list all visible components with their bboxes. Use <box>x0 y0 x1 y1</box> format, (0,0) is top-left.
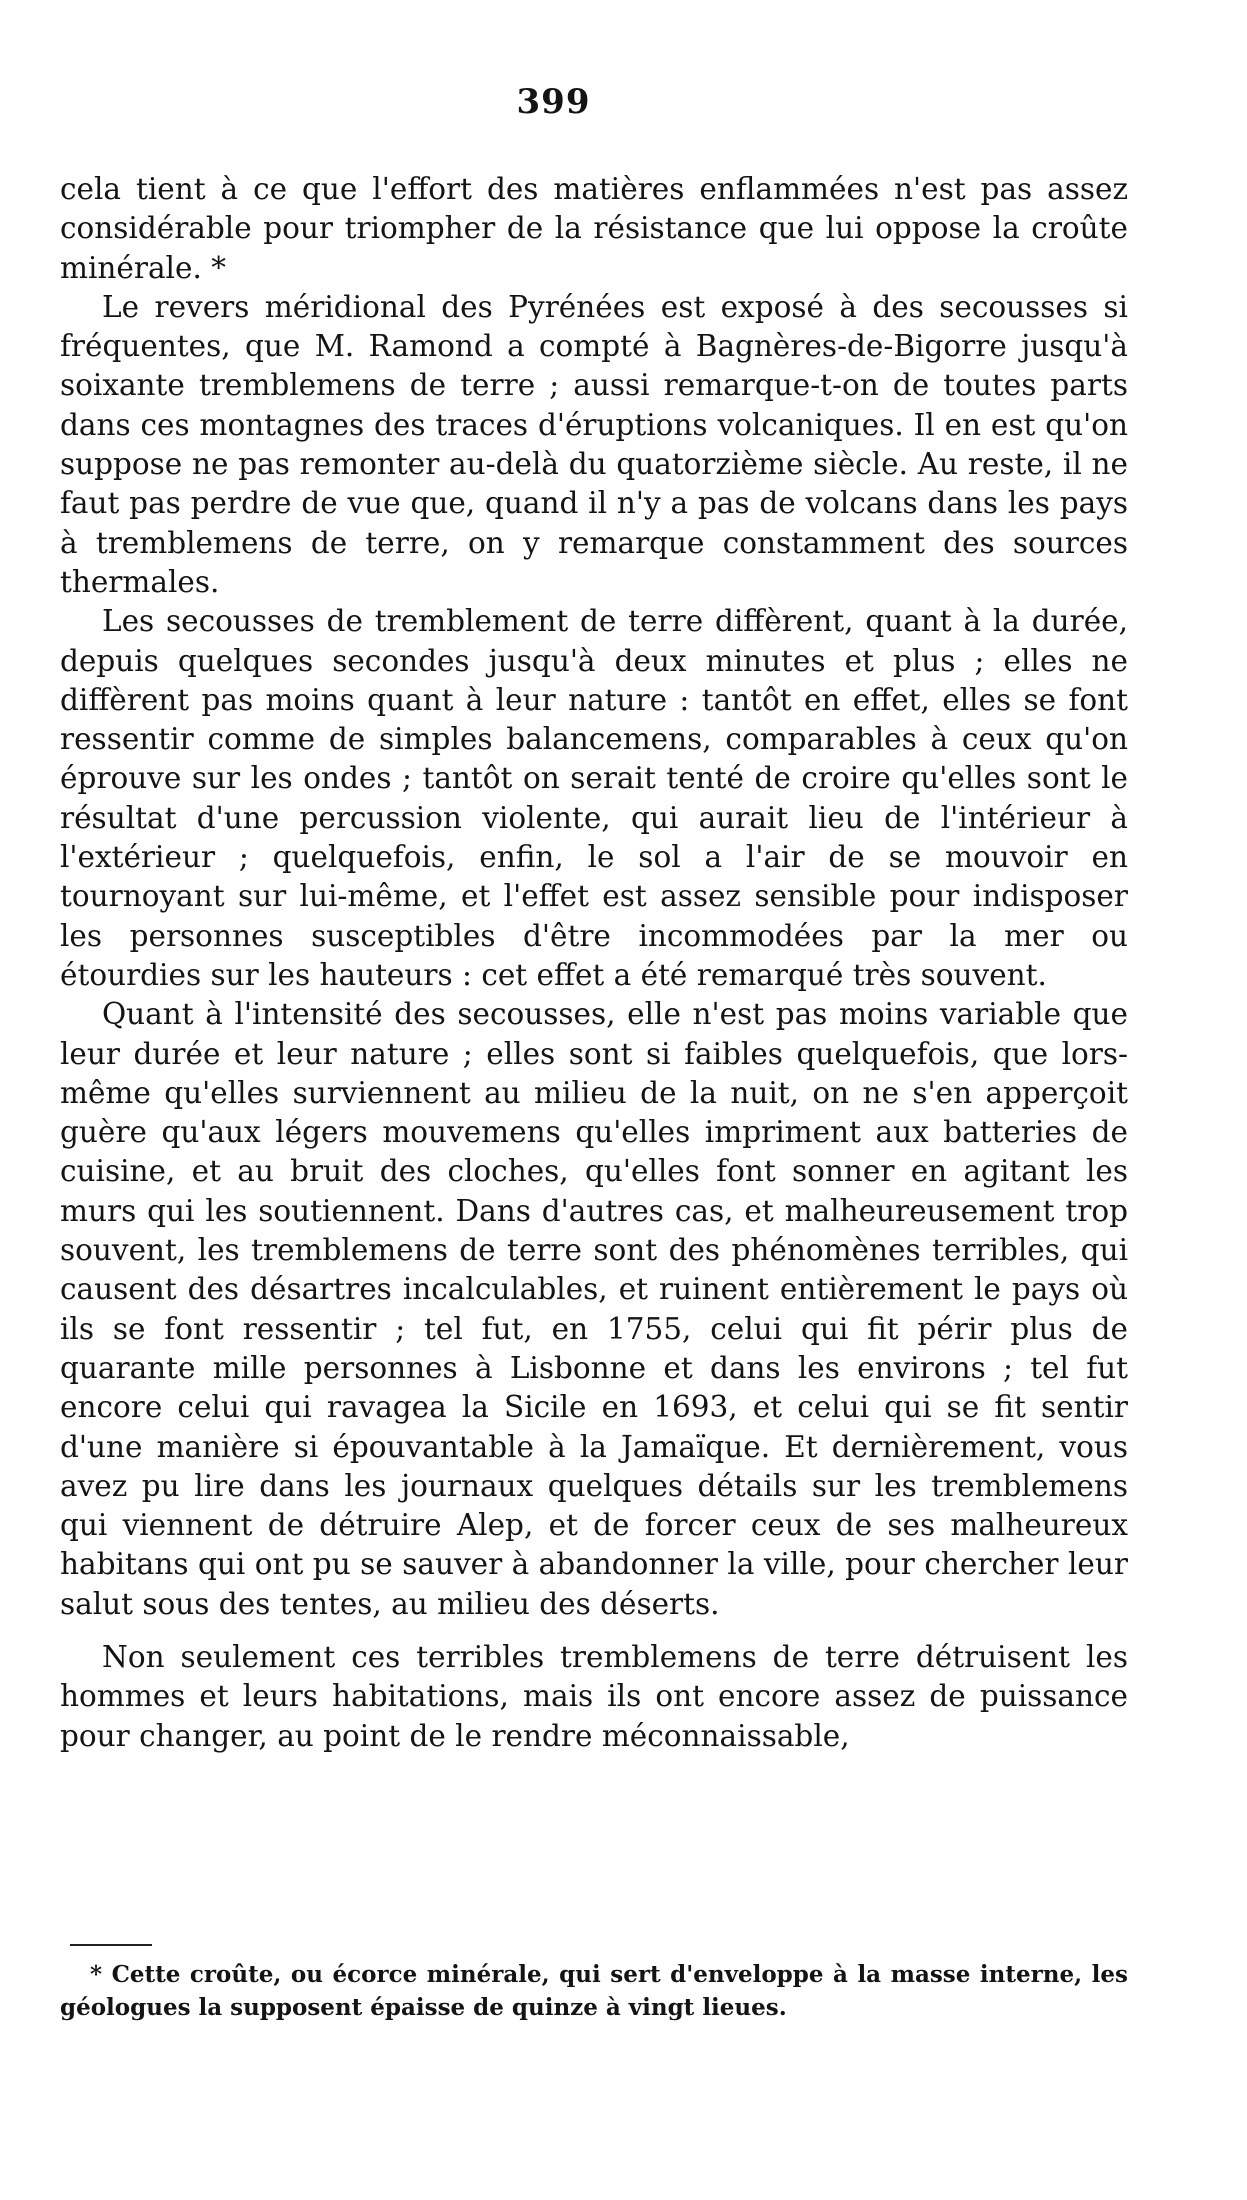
paragraph-2: Le revers méridional des Pyrénées est exposé à des secousses si fréquentes, que M. Ramond a compté à Bagnères-de-Bigorre jusqu'à soixante tremblemens de terre ; aussi remarque-t-on de toutes parts dans ces montagnes des traces d'éruptions volcaniques. Il en est qu'on suppose ne pas remonter au-delà du quatorzième siècle. Au reste, il ne faut pas perdre de vue que, quand il n'y a pas de volcans dans les pays à tremblemens de terre, on y remarque constamment des sources thermales. <box>60 289 1128 599</box>
page-number: 399 <box>516 82 591 122</box>
paragraph-5: Non seulement ces terribles tremblemens de terre détruisent les hommes et leurs habitations, mais ils ont encore assez de puissance pour changer, au point de le rendre méconnaissable, <box>60 1639 1128 1753</box>
paragraph-1: cela tient à ce que l'effort des matières enflammées n'est pas assez considérable pour triompher de la résistance que lui oppose la croûte minérale. * <box>60 172 1128 285</box>
paragraph-4: Quant à l'intensité des secousses, elle n'est pas moins variable que leur durée et leur nature ; elles sont si faibles quelquefois, que lors-même qu'elles surviennent au milieu de la nuit, on ne s'en apperçoit guère qu'aux légers mouvemens qu'elles impriment aux batteries de cuisine, et au bruit des cloches, qu'elles font sonner en agitant les murs qui les soutiennent. Dans d'autres cas, et malheureusement trop souvent, les tremblemens de terre sont des phénomènes terribles, qui causent des désartres incalculables, et ruinent entièrement le pays où ils se font ressentir ; tel fut, en 1755, celui qui fit périr plus de quarante mille personnes à Lisbonne et dans les environs ; tel fut encore celui qui ravagea la Sicile en 1693, et celui qui se fit sentir d'une manière si épouvantable à la Jamaïque. Et dernièrement, vous avez pu lire dans les journaux quelques détails sur les tremblemens qui viennent de détruire Alep, et de forcer ceux de ses malheureux habitans qui ont pu se sauver à abandonner la ville, pour chercher leur salut sous des tentes, au milieu des déserts. <box>60 997 1128 1621</box>
paragraph-3: Les secousses de tremblement de terre diffèrent, quant à la durée, depuis quelques secondes jusqu'à deux minutes et plus ; elles ne diffèrent pas moins quant à leur nature : tantôt en effet, elles se font ressentir comme de simples balancemens, comparables à ceux qu'on éprouve sur les ondes ; tantôt on serait tenté de croire qu'elles sont le résultat d'une percussion violente, qui aurait lieu de l'intérieur à l'extérieur ; quelquefois, enfin, le sol a l'air de se mouvoir en tournoyant sur lui-même, et l'effet est assez sensible pour indisposer les personnes susceptibles d'être incommodées par la mer ou étourdies sur les hauteurs : cet effet a été remarqué très souvent. <box>60 604 1128 992</box>
footnote-rule <box>70 1944 152 1946</box>
body-text <box>60 170 1128 1756</box>
footnote: * Cette croûte, ou écorce minérale, qui sert d'enveloppe à la masse interne, les géologues la supposent épaisse de quinze à vingt lieues. <box>60 1961 1128 2021</box>
